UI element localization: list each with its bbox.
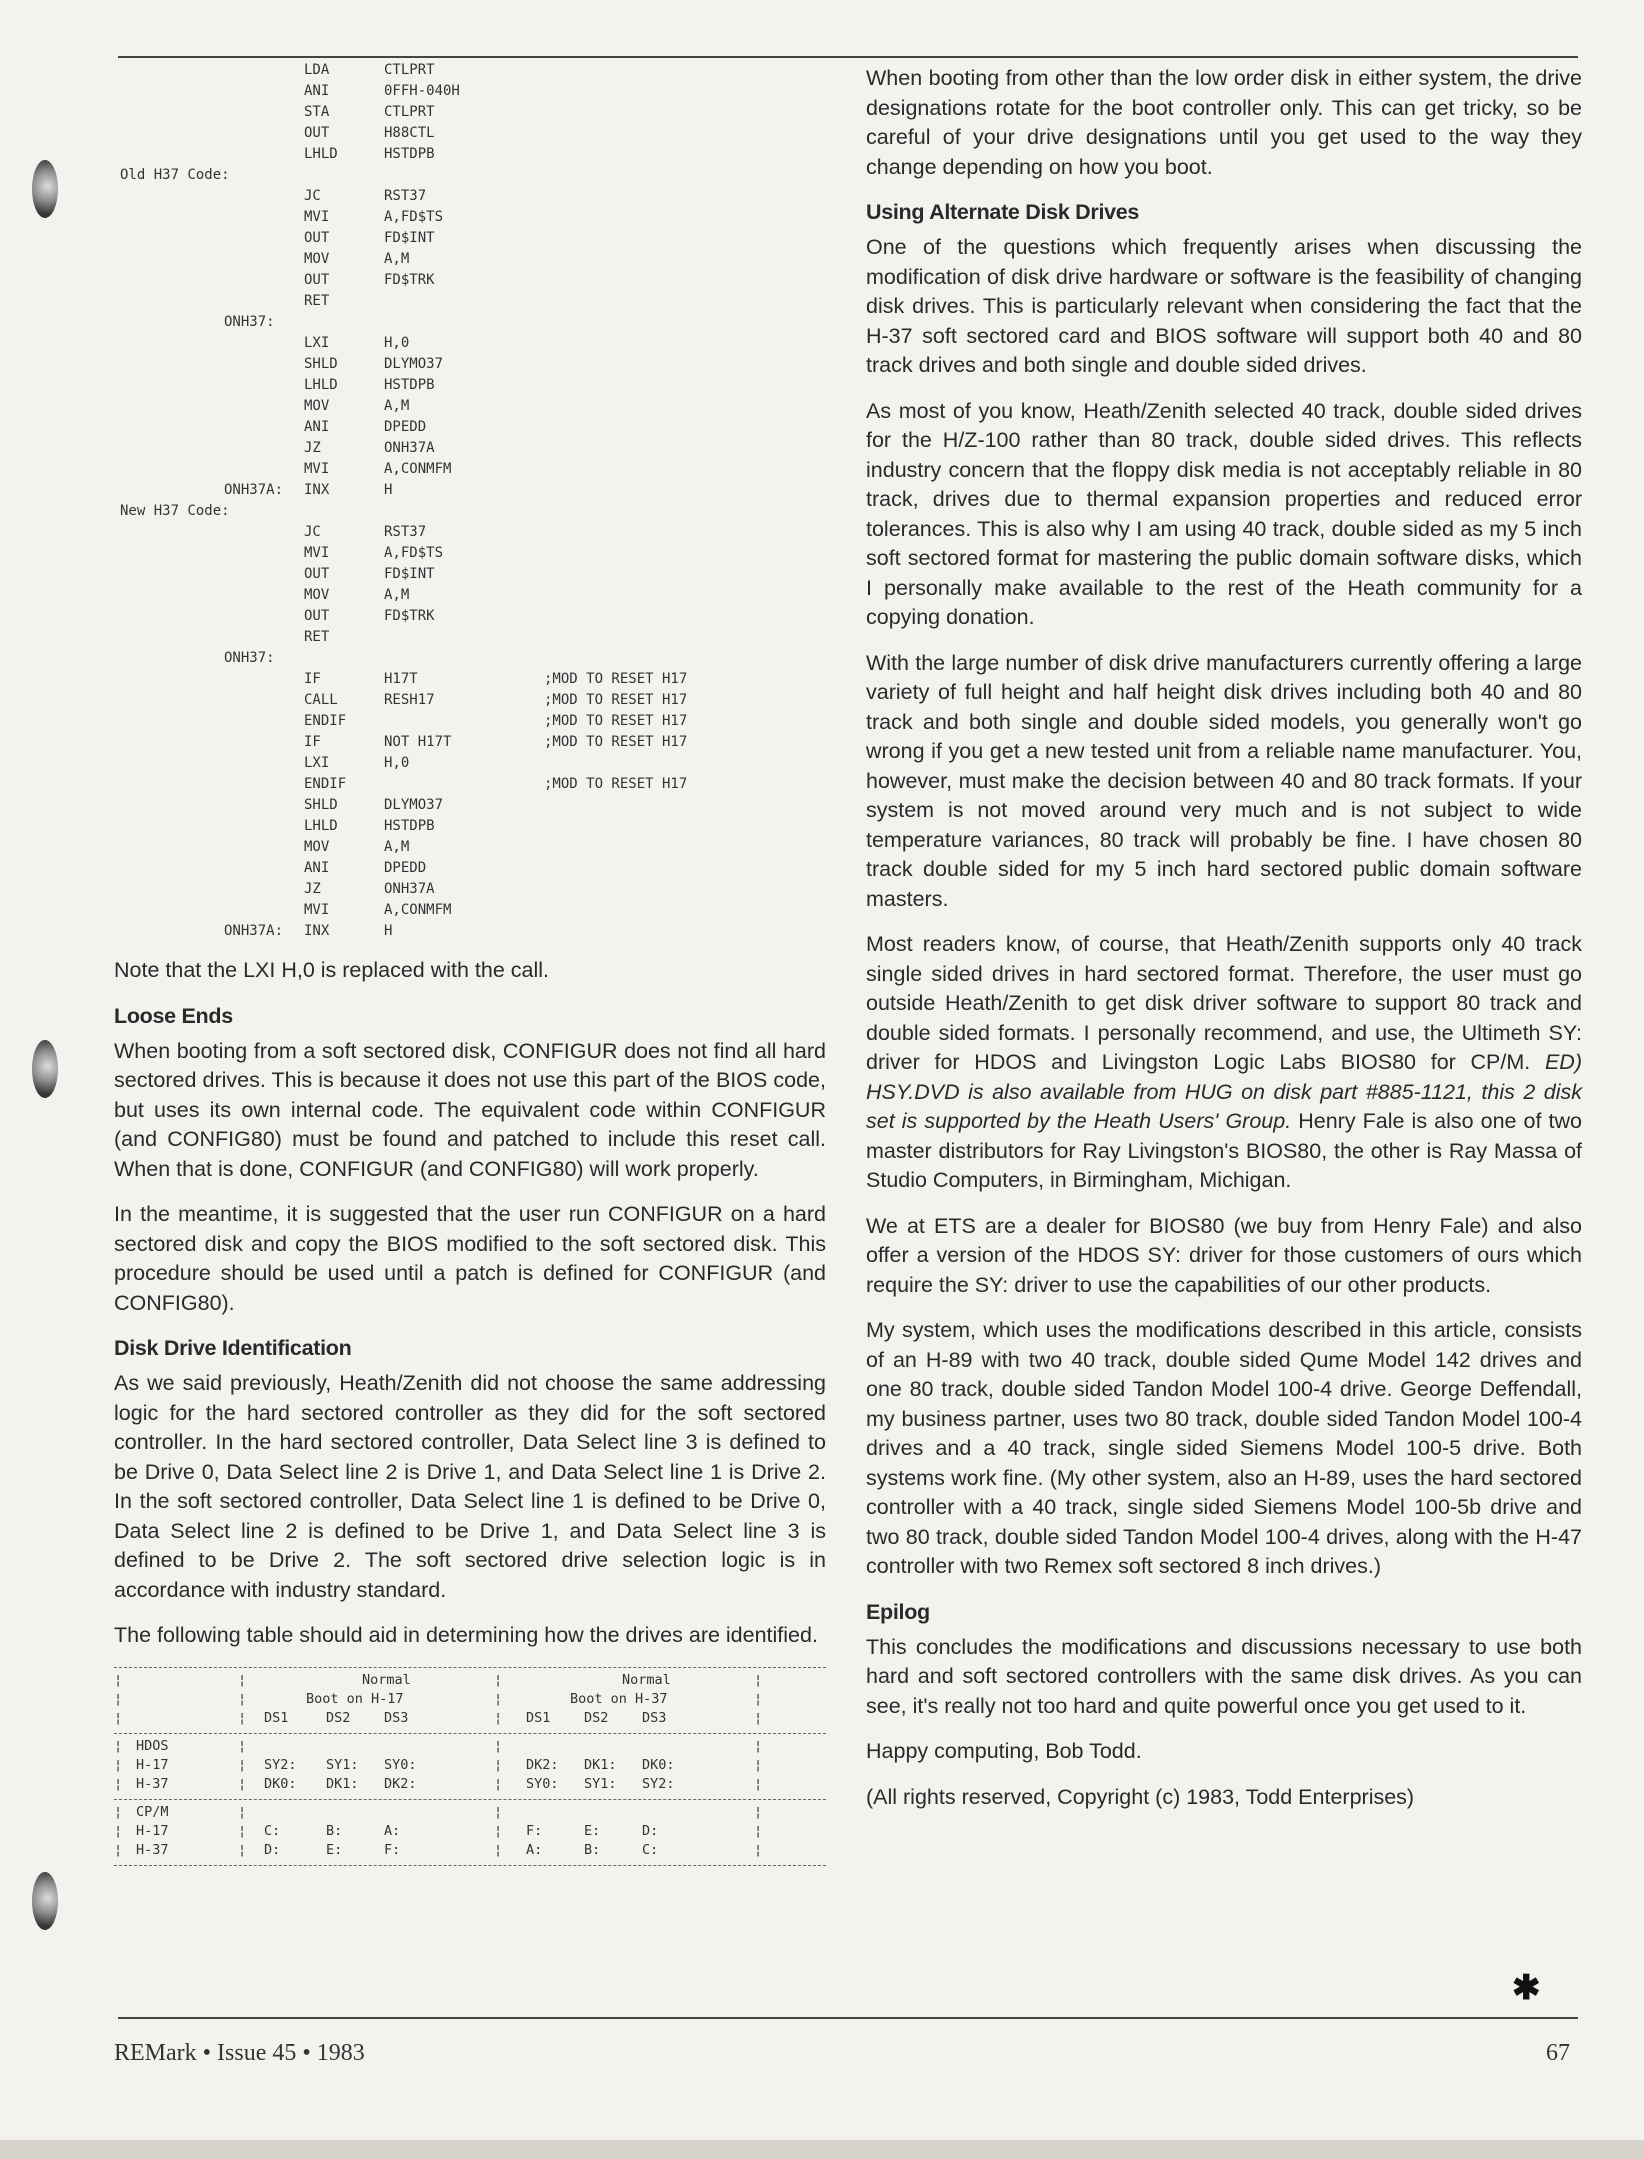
code-line xyxy=(114,167,826,188)
table-border: ¦ xyxy=(494,1690,503,1707)
table-cell: D: xyxy=(642,1822,659,1839)
table-border: ¦ xyxy=(754,1822,763,1839)
scan-edge xyxy=(0,2140,1644,2159)
code-comment: ;MOD TO RESET H17 xyxy=(544,692,688,708)
table-cell: DS3 xyxy=(642,1709,667,1726)
code-line xyxy=(114,314,826,335)
table-divider xyxy=(114,1733,826,1734)
code-opcode: LDA xyxy=(304,62,330,78)
heading-loose-ends: Loose Ends xyxy=(114,1003,233,1028)
code-operand: RST37 xyxy=(384,524,427,540)
code-opcode: JC xyxy=(304,524,321,540)
code-line xyxy=(114,335,826,356)
table-border: ¦ xyxy=(494,1803,503,1820)
punch-hole xyxy=(32,1872,58,1930)
code-opcode: MVI xyxy=(304,209,330,225)
code-line xyxy=(114,818,826,839)
code-opcode: OUT xyxy=(304,230,330,246)
code-line xyxy=(114,839,826,860)
table-border: ¦ xyxy=(754,1671,763,1688)
code-line xyxy=(114,377,826,398)
code-line xyxy=(114,524,826,545)
code-operand: ONH37A xyxy=(384,440,435,456)
code-line xyxy=(114,860,826,881)
table-border: ¦ xyxy=(754,1690,763,1707)
code-operand: HSTDPB xyxy=(384,377,435,393)
code-label: Old H37 Code: xyxy=(120,167,230,183)
table-border: ¦ xyxy=(114,1775,123,1792)
code-line xyxy=(114,713,826,734)
table-cell: Boot on H-17 xyxy=(306,1690,404,1707)
code-operand: A,M xyxy=(384,251,410,267)
code-operand: DLYMO37 xyxy=(384,797,444,813)
code-opcode: LXI xyxy=(304,755,330,771)
table-cell: DK2: xyxy=(526,1756,559,1773)
code-opcode: MVI xyxy=(304,461,330,477)
paragraph: As most of you know, Heath/Zenith selected 40 track, double sided drives for the H/Z-100 rather than 80 track, double sided drives. This reflects industry concern that the floppy disk media is not acceptably reliable in 80 track, drives due to thermal expansion properties and reduced error tolerances. This is also why I am using 40 track, double sided as my 5 inch soft sectored format for mastering the public domain software disks, which I personally make available to the rest of the Heath community for a copying donation. xyxy=(866,398,1582,629)
code-opcode: INX xyxy=(304,482,330,498)
code-opcode: ANI xyxy=(304,83,330,99)
code-opcode: MVI xyxy=(304,902,330,918)
table-border: ¦ xyxy=(114,1803,123,1820)
code-opcode: JC xyxy=(304,188,321,204)
table-border: ¦ xyxy=(114,1737,123,1754)
code-operand: A,M xyxy=(384,839,410,855)
paragraph: One of the questions which frequently arises when discussing the modification of disk drive hardware or software is the feasibility of changing disk drives. This is particularly relevant when considering the fact that the H-37 soft sectored card and BIOS software will support both 40 and 80 track drives and both single and double sided drives. xyxy=(866,235,1582,377)
code-line xyxy=(114,188,826,209)
code-operand: H,0 xyxy=(384,755,410,771)
table-divider xyxy=(114,1667,826,1668)
table-cell: E: xyxy=(326,1841,343,1858)
code-operand: RESH17 xyxy=(384,692,435,708)
code-opcode: MOV xyxy=(304,398,330,414)
code-operand: A,FD$TS xyxy=(384,209,444,225)
drive-table xyxy=(114,1667,826,1866)
table-cell: DS1 xyxy=(526,1709,551,1726)
code-line xyxy=(114,482,826,503)
paragraph xyxy=(866,930,1582,1196)
code-line xyxy=(114,461,826,482)
code-comment: ;MOD TO RESET H17 xyxy=(544,713,688,729)
table-cell: CP/M xyxy=(136,1803,169,1820)
code-operand: NOT H17T xyxy=(384,734,452,750)
heading-disk-drive-identification: Disk Drive Identification xyxy=(114,1336,352,1360)
table-border: ¦ xyxy=(754,1775,763,1792)
table-cell: B: xyxy=(326,1822,343,1839)
code-line xyxy=(114,629,826,650)
table-cell: H-17 xyxy=(136,1822,169,1839)
code-label: New H37 Code: xyxy=(120,503,230,519)
table-cell: Normal xyxy=(362,1671,411,1688)
code-opcode: LHLD xyxy=(304,146,338,162)
table-border: ¦ xyxy=(238,1803,247,1820)
table-header-row xyxy=(114,1672,826,1691)
code-operand: DPEDD xyxy=(384,860,427,876)
table-group-row xyxy=(114,1804,826,1823)
code-opcode: ENDIF xyxy=(304,713,347,729)
table-cell: DS3 xyxy=(384,1709,409,1726)
table-cell: SY1: xyxy=(584,1775,617,1792)
code-opcode: JZ xyxy=(304,881,321,897)
code-opcode: RET xyxy=(304,293,330,309)
right-column xyxy=(866,64,1582,1828)
paragraph: In the meantime, it is suggested that the user run CONFIGUR on a hard sectored disk and copy the BIOS modified to the soft sectored disk. This procedure should be used until a patch is defined for CONFIGUR (and CONFIG80). xyxy=(114,1202,826,1315)
table-border: ¦ xyxy=(114,1709,123,1726)
code-line xyxy=(114,209,826,230)
table-cell: SY0: xyxy=(384,1756,417,1773)
table-border: ¦ xyxy=(238,1709,247,1726)
code-operand: A,CONMFM xyxy=(384,461,452,477)
table-cell: DS2 xyxy=(326,1709,351,1726)
table-cell: HDOS xyxy=(136,1737,169,1754)
table-row xyxy=(114,1842,826,1861)
table-cell: H-17 xyxy=(136,1756,169,1773)
table-cell: H-37 xyxy=(136,1775,169,1792)
paragraph: When booting from a soft sectored disk, CONFIGUR does not find all hard sectored drives. This is because it does not use this part of the BIOS code, but uses its own internal code. The equivalent code within CONFIGUR (and CONFIG80) must be found and patched to include this reset call. When that is done, CONFIGUR (and CONFIG80) will work properly. xyxy=(114,1038,826,1181)
paragraph: We at ETS are a dealer for BIOS80 (we buy from Henry Fale) and also offer a version of the HDOS SY: driver for those customers of ours which require the SY: driver to use the capabilities of our other products. xyxy=(866,1213,1582,1297)
code-opcode: MOV xyxy=(304,839,330,855)
code-opcode: ANI xyxy=(304,419,330,435)
code-opcode: RET xyxy=(304,629,330,645)
code-operand: A,FD$TS xyxy=(384,545,444,561)
code-line xyxy=(114,566,826,587)
code-operand: H xyxy=(384,923,393,939)
heading-epilog: Epilog xyxy=(866,1599,930,1624)
code-operand: DLYMO37 xyxy=(384,356,444,372)
table-border: ¦ xyxy=(114,1822,123,1839)
table-border: ¦ xyxy=(494,1822,503,1839)
table-border: ¦ xyxy=(494,1671,503,1688)
code-line xyxy=(114,230,826,251)
magazine-logo-icon: ✱ xyxy=(1512,1969,1541,2007)
table-border: ¦ xyxy=(754,1756,763,1773)
table-border: ¦ xyxy=(494,1775,503,1792)
footer-issue: REMark • Issue 45 • 1983 xyxy=(114,2040,365,2066)
code-opcode: ENDIF xyxy=(304,776,347,792)
code-operand: HSTDPB xyxy=(384,146,435,162)
code-operand: A,CONMFM xyxy=(384,902,452,918)
table-cell: D: xyxy=(264,1841,281,1858)
code-line xyxy=(114,356,826,377)
table-border: ¦ xyxy=(494,1737,503,1754)
code-opcode: MOV xyxy=(304,587,330,603)
paragraph: When booting from other than the low order disk in either system, the drive designations rotate for the boot controller only. This can get tricky, so be careful of your drive designations until you get used to the way they change depending on how you boot. xyxy=(866,66,1582,179)
editor-note: ED) HSY.DVD is also available from HUG on disk part #885-1121, this 2 disk set is supported by the Heath Users' Group. xyxy=(866,1050,1582,1133)
table-cell: A: xyxy=(384,1822,401,1839)
code-opcode: SHLD xyxy=(304,356,338,372)
code-line xyxy=(114,692,826,713)
code-line xyxy=(114,545,826,566)
table-cell: F: xyxy=(384,1841,401,1858)
table-border: ¦ xyxy=(754,1841,763,1858)
code-line xyxy=(114,776,826,797)
code-operand: CTLPRT xyxy=(384,62,435,78)
table-border: ¦ xyxy=(238,1690,247,1707)
table-border: ¦ xyxy=(754,1737,763,1754)
table-border: ¦ xyxy=(114,1841,123,1858)
paragraph: As we said previously, Heath/Zenith did not choose the same addressing logic for the hard sectored controller as they did for the soft sectored controller. In the hard sectored controller, Data Select line 3 is defined to be Drive 0, Data Select line 2 is Drive 1, and Data Select line 1 is Drive 2. In the soft sectored controller, Data Select line 1 is defined to be Drive 0, Data Select line 2 is defined to be Drive 1, and Data Select line 3 is defined to be Drive 2. The soft sectored drive selection logic is in accordance with industry standard. xyxy=(114,1371,826,1602)
code-opcode: JZ xyxy=(304,440,321,456)
code-operand: H88CTL xyxy=(384,125,435,141)
code-operand: CTLPRT xyxy=(384,104,435,120)
table-header-row xyxy=(114,1691,826,1710)
code-line xyxy=(114,251,826,272)
code-line xyxy=(114,650,826,671)
table-divider xyxy=(114,1799,826,1800)
table-cell: SY0: xyxy=(526,1775,559,1792)
table-border: ¦ xyxy=(238,1737,247,1754)
code-line xyxy=(114,125,826,146)
table-cell: DK0: xyxy=(642,1756,675,1773)
table-cell: B: xyxy=(584,1841,601,1858)
code-opcode: IF xyxy=(304,734,321,750)
code-listing xyxy=(114,62,826,944)
table-cell: E: xyxy=(584,1822,601,1839)
table-cell: SY1: xyxy=(326,1756,359,1773)
table-cell: DK1: xyxy=(584,1756,617,1773)
code-opcode: STA xyxy=(304,104,330,120)
table-cell: C: xyxy=(642,1841,659,1858)
code-opcode: MVI xyxy=(304,545,330,561)
code-operand: FD$TRK xyxy=(384,608,435,624)
table-border: ¦ xyxy=(238,1841,247,1858)
text-run: Most readers know, of course, that Heath/Zenith supports only 40 track single sided drives in hard sectored format. Therefore, the user must go outside Heath/Zenith to get disk driver software to support 80 track and double sided formats. I personally recommend, and use, the Ultimeth SY: driver for HDOS and Livingston Logic Labs BIOS80 for CP/M. xyxy=(866,932,1582,1074)
page-number: 67 xyxy=(1546,2040,1570,2066)
table-border: ¦ xyxy=(494,1709,503,1726)
left-column xyxy=(114,62,826,1870)
code-opcode: OUT xyxy=(304,566,330,582)
table-divider xyxy=(114,1865,826,1866)
code-label: ONH37: xyxy=(224,314,275,330)
table-cell: Boot on H-37 xyxy=(570,1690,668,1707)
code-line xyxy=(114,587,826,608)
code-opcode: IF xyxy=(304,671,321,687)
table-border: ¦ xyxy=(238,1671,247,1688)
table-row xyxy=(114,1776,826,1795)
table-row xyxy=(114,1757,826,1776)
table-cell: H-37 xyxy=(136,1841,169,1858)
paragraph: This concludes the modifications and discussions necessary to use both hard and soft sectored controllers with the same disk drives. As you can see, it's really not too hard and quite powerful once you get used to it. xyxy=(866,1634,1582,1718)
table-group-row xyxy=(114,1738,826,1757)
code-opcode: LHLD xyxy=(304,377,338,393)
code-line xyxy=(114,104,826,125)
table-cell: DS1 xyxy=(264,1709,289,1726)
code-operand: FD$INT xyxy=(384,566,435,582)
table-border: ¦ xyxy=(754,1803,763,1820)
code-operand: FD$TRK xyxy=(384,272,435,288)
table-border: ¦ xyxy=(114,1756,123,1773)
table-cell: DK0: xyxy=(264,1775,297,1792)
table-border: ¦ xyxy=(114,1690,123,1707)
table-cell: SY2: xyxy=(264,1756,297,1773)
code-operand: A,M xyxy=(384,398,410,414)
top-rule xyxy=(118,56,1578,58)
code-label: ONH37: xyxy=(224,650,275,666)
table-border: ¦ xyxy=(754,1709,763,1726)
note-text: Note that the LXI H,0 is replaced with the call. xyxy=(114,958,550,982)
punch-hole xyxy=(32,1040,58,1098)
code-comment: ;MOD TO RESET H17 xyxy=(544,734,688,750)
table-border: ¦ xyxy=(494,1756,503,1773)
code-opcode: INX xyxy=(304,923,330,939)
heading-using-alternate-disk-drives: Using Alternate Disk Drives xyxy=(866,200,1140,224)
code-operand: DPEDD xyxy=(384,419,427,435)
table-header-row xyxy=(114,1710,826,1729)
code-operand: H,0 xyxy=(384,335,410,351)
code-opcode: MOV xyxy=(304,251,330,267)
copyright-line: (All rights reserved, Copyright (c) 1983, Todd Enterprises) xyxy=(866,1784,1415,1809)
code-operand: ONH37A xyxy=(384,881,435,897)
bottom-rule xyxy=(118,2017,1578,2019)
code-line xyxy=(114,608,826,629)
code-operand: 0FFH-040H xyxy=(384,83,460,99)
code-operand: H xyxy=(384,482,393,498)
code-line xyxy=(114,755,826,776)
code-label: ONH37A: xyxy=(224,482,284,498)
code-label: ONH37A: xyxy=(224,923,284,939)
code-comment: ;MOD TO RESET H17 xyxy=(544,671,688,687)
code-opcode: SHLD xyxy=(304,797,338,813)
code-line xyxy=(114,671,826,692)
code-line xyxy=(114,503,826,524)
code-opcode: ANI xyxy=(304,860,330,876)
code-line xyxy=(114,797,826,818)
code-line xyxy=(114,293,826,314)
code-line xyxy=(114,146,826,167)
table-cell: DK1: xyxy=(326,1775,359,1792)
table-border: ¦ xyxy=(494,1841,503,1858)
table-cell: DK2: xyxy=(384,1775,417,1792)
code-line xyxy=(114,440,826,461)
table-cell: A: xyxy=(526,1841,543,1858)
code-opcode: OUT xyxy=(304,608,330,624)
code-opcode: LXI xyxy=(304,335,330,351)
code-line xyxy=(114,272,826,293)
code-line xyxy=(114,902,826,923)
code-operand: H17T xyxy=(384,671,418,687)
table-border: ¦ xyxy=(238,1775,247,1792)
table-border: ¦ xyxy=(114,1671,123,1688)
code-opcode: CALL xyxy=(304,692,338,708)
code-operand: HSTDPB xyxy=(384,818,435,834)
paragraph: The following table should aid in determining how the drives are identified. xyxy=(114,1623,818,1647)
code-line xyxy=(114,881,826,902)
code-opcode: OUT xyxy=(304,272,330,288)
signature-line: Happy computing, Bob Todd. xyxy=(866,1739,1142,1763)
table-cell: SY2: xyxy=(642,1775,675,1792)
code-operand: RST37 xyxy=(384,188,427,204)
table-cell: Normal xyxy=(622,1671,671,1688)
punch-hole xyxy=(32,160,58,218)
text-run: Henry Fale is also one of two master distributors for Ray Livingston's BIOS80, the other is Ray Massa of Studio Computers, in Birmingham, Michigan. xyxy=(866,1109,1582,1192)
code-line xyxy=(114,734,826,755)
table-cell: C: xyxy=(264,1822,281,1839)
code-comment: ;MOD TO RESET H17 xyxy=(544,776,688,792)
code-opcode: LHLD xyxy=(304,818,338,834)
table-border: ¦ xyxy=(238,1822,247,1839)
code-operand: A,M xyxy=(384,587,410,603)
table-cell: F: xyxy=(526,1822,543,1839)
code-line xyxy=(114,923,826,944)
code-opcode: OUT xyxy=(304,125,330,141)
code-line xyxy=(114,419,826,440)
code-line xyxy=(114,62,826,83)
paragraph: My system, which uses the modifications described in this article, consists of an H-89 with two 40 track, double sided Qume Model 142 drives and one 80 track, double sided Tandon Model 100-4 drive. George Deffendall, my business partner, uses two 80 track, double sided Tandon Model 100-4 drives and a 40 track, single sided Siemens Model 100-5 drive. Both systems work fine. (My other system, also an H-89, uses the hard sectored controller with a 40 track, single sided Siemens Model 100-5b drive and two 80 track, double sided Tandon Model 100-4 drives, along with the H-47 controller with two Remex soft sectored 8 inch drives.) xyxy=(866,1318,1582,1578)
paragraph: With the large number of disk drive manufacturers currently offering a large variety of full height and half height disk drives including both 40 and 80 track and both single and double sided models, you generally won't go wrong if you get a new tested unit from a reliable name manufacturer. You, however, must make the decision between 40 and 80 track formats. If your system is not moved around very much and is not subject to wide temperature variances, 80 track will probably be fine. I have chosen 80 track double sided for my 5 inch hard sectored public domain software masters. xyxy=(866,650,1582,911)
table-border: ¦ xyxy=(238,1756,247,1773)
code-operand: FD$INT xyxy=(384,230,435,246)
code-line xyxy=(114,398,826,419)
table-row xyxy=(114,1823,826,1842)
table-cell: DS2 xyxy=(584,1709,609,1726)
code-line xyxy=(114,83,826,104)
